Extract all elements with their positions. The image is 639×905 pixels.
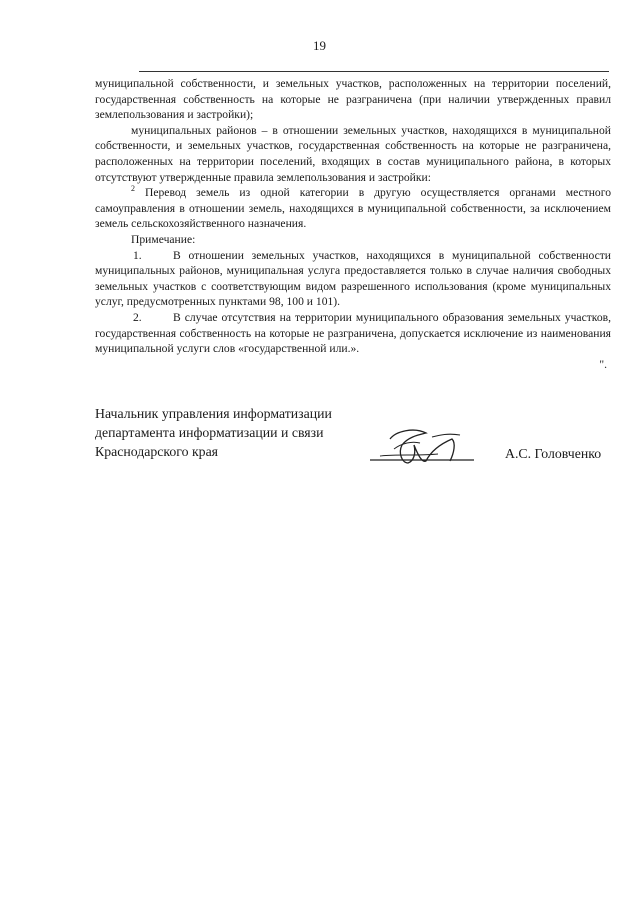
signer-title [95,404,395,461]
document-body [95,76,611,372]
signer-title-line: департамента информатизации и связи [95,425,324,440]
paragraph-municipal-districts: муниципальных районов – в отношении земельных участков, находящихся в муниципальной собственности, и земельных участков, государственная собственность на которые не разграничена, расположенных на территории поселений, входящих в состав муниципального района, в которых отсутствуют утвержденные правила землепользования и застройки: [95,123,611,184]
land-transfer-text: Перевод земель из одной категории в другую осуществляется органами местного самоуправления в отношении земель, находящихся в муниципальной собственности, за исключением земель сельскохозяйственного назначения. [95,186,611,231]
signer-title-line: Краснодарского края [95,444,219,459]
note-text: В отношении земельных участков, находящихся в муниципальной собственности муниципальных районов, муниципальная услуга предоставляется только в случае наличия свободных земельных участков с соответствующим видом разрешенного использования (кроме муниципальных услуг, предусмотренных пунктами 98, 100 и 101). [95,248,611,309]
note-number: 2. [133,310,142,324]
paragraph-land-transfer [95,185,611,232]
signer-title-line: Начальник управления информатизации [95,406,332,421]
signer-name: А.С. Головченко [505,446,602,461]
note-item-2 [95,310,611,357]
note-heading: Примечание: [131,232,196,246]
note-text: В случае отсутствия на территории муниципального образования земельных участков, государственная собственность на которые не разграничена, допускается исключение из наименования муниципальной услуги слов «государственной или.». [95,310,611,356]
note-item-1 [95,248,611,310]
footnote-mark: 2 [131,184,135,194]
paragraph-municipal-property: муниципальной собственности, и земельных участков, расположенных на территории поселений, государственная собственность на которые не разграничена (при наличии утвержденных правил землепользования и застройки); [95,77,611,122]
page-number: 19 [313,38,326,53]
closing-quote: ". [599,357,607,371]
note-number: 1. [133,248,142,262]
top-rule [139,71,609,72]
handwritten-signature [368,423,476,471]
